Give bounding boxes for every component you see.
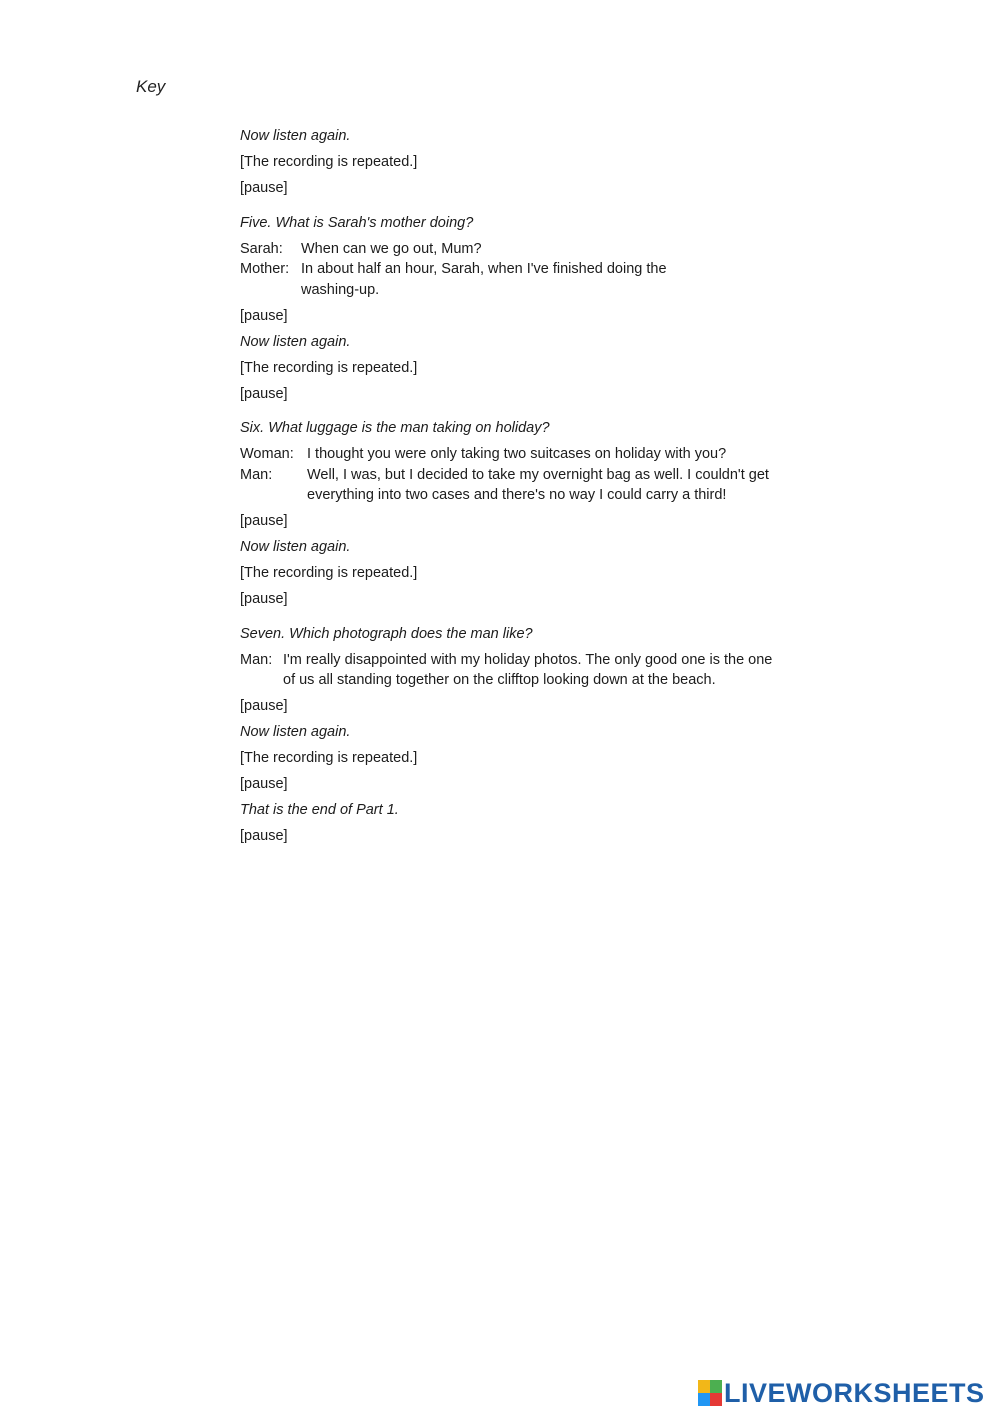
dialogue-line [240,650,800,691]
speech-text: I'm really disappointed with my holiday photos. The only good one is the one of us all standing together on the clifftop looking down at the beach. [283,651,773,688]
logo-mark-icon [698,1380,722,1406]
dialogue-line [240,239,800,260]
speaker-label: Woman: [240,446,294,462]
dialogue-line [240,444,800,465]
speaker-label: Mother: [240,261,290,277]
pause-text: [pause] [240,776,288,792]
question-five: Five. What is Sarah's mother doing? [240,214,474,231]
pause-text: [pause] [240,591,288,607]
speaker-label: Man: [240,651,273,668]
speech-text: In about half an hour, Sarah, when I've finished doing the washing-up. [301,261,667,298]
speech-text: I thought you were only taking two suitcases on holiday with you? [307,446,727,462]
speaker-label: Sarah: [240,240,283,257]
listen-again-text: Now listen again. [240,539,351,555]
pause-text: [pause] [240,698,288,714]
listen-again-text: Now listen again. [240,128,351,144]
recording-repeated-text: [The recording is repeated.] [240,359,418,376]
recording-repeated-text: [The recording is repeated.] [240,750,418,766]
pause-text: [pause] [240,513,288,529]
listen-again-text: Now listen again. [240,333,351,350]
end-of-part-text: That is the end of Part 1. [240,802,399,818]
speech-text: When can we go out, Mum? [301,240,482,257]
pause-text: [pause] [240,307,288,324]
key-heading: Key [136,77,166,96]
dialogue-line [240,465,800,506]
dialogue-line [240,259,800,300]
speaker-label: Man: [240,466,273,483]
question-six: Six. What luggage is the man taking on holiday? [240,420,550,436]
pause-text: [pause] [240,180,288,196]
liveworksheets-logo[interactable] [698,1378,985,1408]
recording-repeated-text: [The recording is repeated.] [240,565,418,581]
recording-repeated-text: [The recording is repeated.] [240,154,418,170]
pause-text: [pause] [240,385,288,402]
question-seven: Seven. Which photograph does the man like? [240,625,533,642]
logo-text: LIVEWORKSHEETS [724,1377,985,1408]
speech-text: Well, I was, but I decided to take my overnight bag as well. I couldn't get everything into two cases and there's no way I could carry a third! [307,466,769,503]
listen-again-text: Now listen again. [240,724,351,740]
transcript [240,126,800,847]
pause-text: [pause] [240,828,288,844]
